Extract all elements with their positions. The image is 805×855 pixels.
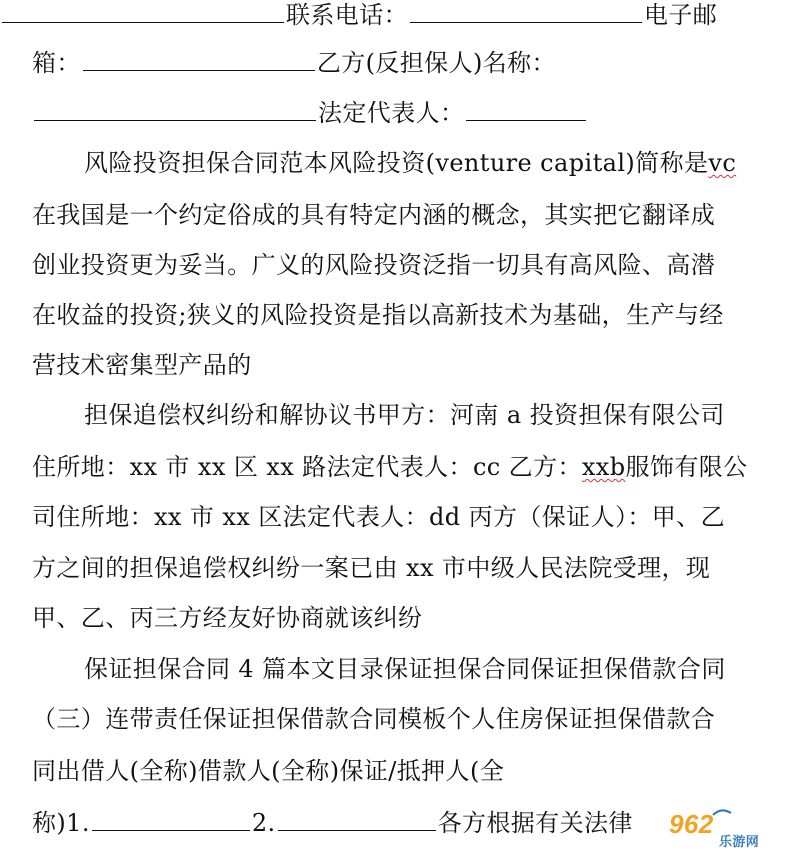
blank-field-1 (92, 808, 250, 831)
paragraph-2-line-5: 甲、乙、丙三方经友好协商就该纠纷 (32, 604, 423, 632)
paragraph-2-line-1: 担保追偿权纠纷和解协议书甲方：河南 a 投资担保有限公司 (84, 401, 725, 429)
watermark-number: 962 (669, 809, 714, 839)
legal-rep-label: 法定代表人： (318, 99, 465, 127)
contact-line-1 (0, 0, 717, 30)
paragraph-2-line-3: 司住所地：xx 市 xx 区法定代表人：dd 丙方（保证人）：甲、乙 (32, 503, 725, 531)
blank-field (2, 0, 284, 23)
paragraph-1-line-4: 在收益的投资;狭义的风险投资是指以高新技术为基础，生产与经 (32, 301, 724, 329)
paragraph-1-line-2: 在我国是一个约定俗成的具有特定内涵的概念，其实把它翻译成 (32, 201, 716, 229)
paragraph-3-line-2: （三）连带责任保证担保借款合同模板个人住房保证担保借款合 (32, 705, 716, 733)
legal-rep-blank-field (466, 98, 586, 121)
email-label-part1: 电子邮 (644, 1, 718, 29)
email-label-part2: 箱： (32, 49, 81, 77)
paragraph-3-line-3: 同出借人(全称)借款人(全称)保证/抵押人(全 (32, 757, 505, 785)
phone-label: 联系电话： (286, 1, 408, 29)
contact-line-3 (32, 98, 588, 128)
phone-blank-field (410, 0, 642, 23)
watermark-brand-text: 乐游网 (719, 835, 760, 850)
spellcheck-flagged-word: vc (708, 149, 737, 177)
contact-line-2 (32, 48, 556, 78)
paragraph-1-line-5: 营技术密集型产品的 (32, 351, 252, 379)
site-watermark-logo (661, 801, 799, 853)
paragraph-1-line-1: 风险投资担保合同范本风险投资(venture capital)简称是vc (84, 149, 737, 177)
email-blank-field (83, 48, 315, 71)
paragraph-1-line-3: 创业投资更为妥当。广义的风险投资泛指一切具有高风险、高潜 (32, 251, 716, 279)
paragraph-2-line-4: 方之间的担保追偿权纠纷一案已由 xx 市中级人民法院受理，现 (32, 554, 711, 582)
paragraph-3-line-4: 称)1. 2. 各方根据有关法律 (32, 809, 633, 837)
party-b-name-blank-field (34, 98, 316, 121)
paragraph-3-line-1: 保证担保合同 4 篇本文目录保证担保合同保证担保借款合同 (84, 655, 726, 683)
blank-field-2 (278, 808, 436, 831)
party-b-name-label: 乙方(反担保人)名称： (316, 49, 556, 77)
spellcheck-flagged-word: xxb (581, 453, 626, 481)
paragraph-2-line-2: 住所地：xx 市 xx 区 xx 路法定代表人：cc 乙方：xxb服饰有限公 (32, 453, 748, 481)
